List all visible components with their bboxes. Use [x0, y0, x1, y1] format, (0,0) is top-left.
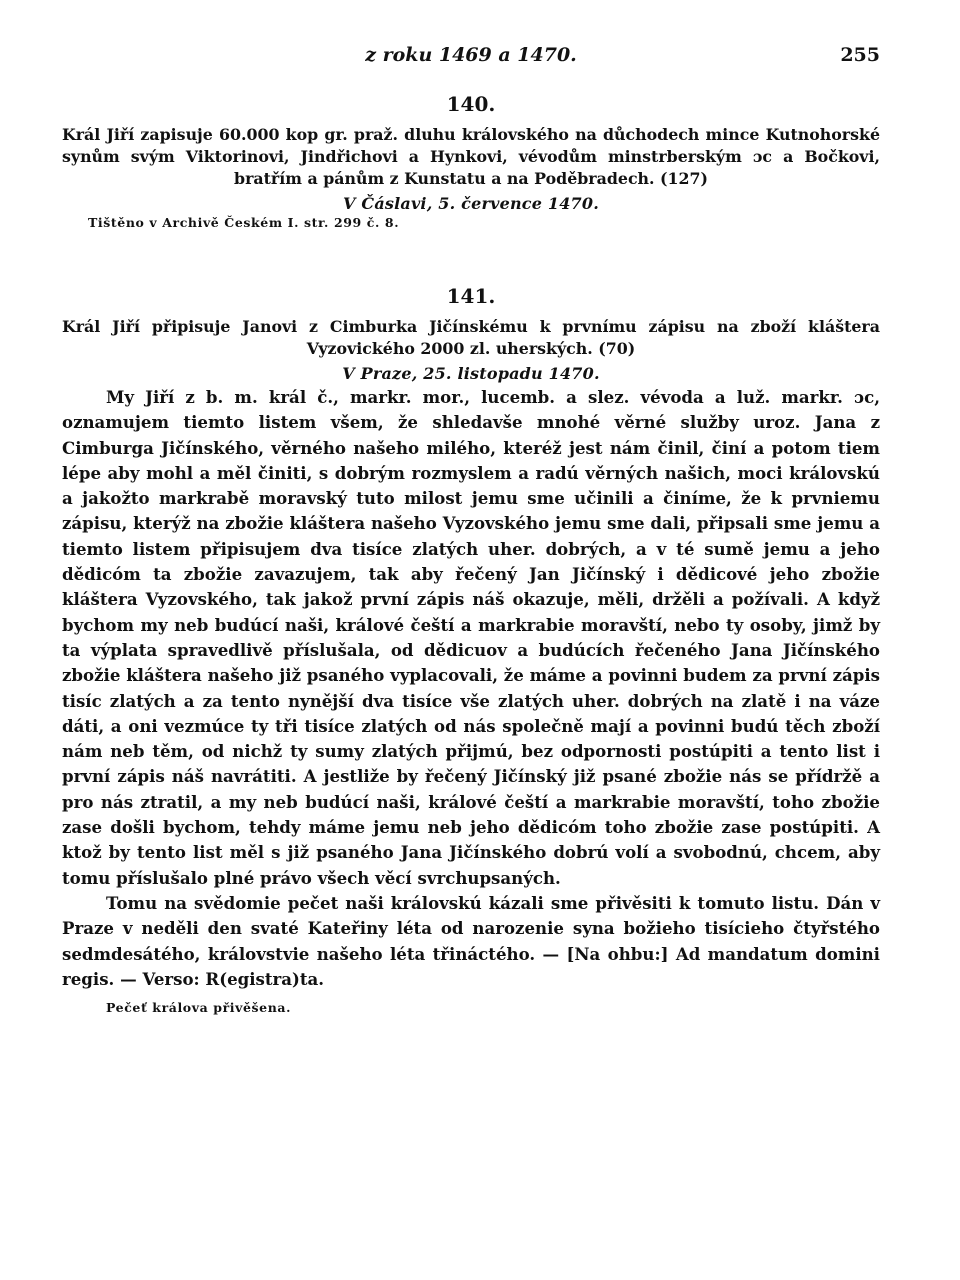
charter-text-paragraph-2: Tomu na svědomie pečet naši královskú kázali sme přivěsiti k tomuto listu. Dán v Praze v neděli den svaté Kateřiny léta od narozenie syna božieho tisícieho čtyřstého sedmdesátého, královstvie našeho léta třináctého. — [Na ohbu:] Ad mandatum domini regis. — Verso: R(egistra)ta.	[62, 892, 880, 989]
entry-141-place-date: V Praze, 25. listopadu 1470.	[342, 364, 600, 383]
seal-note: Pečeť králova přivěšena.	[106, 1000, 292, 1016]
entry-140-number: 140.	[446, 92, 496, 116]
charter-text-paragraph-1: My Jiří z b. m. král č., markr. mor., lucemb. a slez. vévoda a luž. markr. ɔc, oznamujem tiemto listem všem, že shledavše mnohé věrné služby uroz. Jana z Cimburga Jičínského, věrného našeho milého, kteréž jest nám činil, činí a potom tiem lépe aby mohl a měl činiti, s dobrým rozmyslem a radú věrných našich, moci královskú a jakožto markrabě moravský tuto milost jemu sme učinili a činíme, že k prvniemu zápisu, kterýž na zbožie kláštera našeho Vyzovského jemu sme dali, připsali sme jemu a tiemto listem připisujem dva tisíce zlatých uher. dobrých, a v té sumě jemu a jeho dědicóm ta zbožie zavazujem, tak aby řečený Jan Jičínský i dědicové jeho zbožie kláštera Vyzovského, tak jakož první zápis náš okazuje, měli, držěli a požívali. A když bychom my neb budúcí naši, králové čeští a markrabie moravští, nebo ty osoby, jimž by ta výplata spravedlivě příslušala, od dědicuov a budúcích řečeného Jana Jičínského zbožie kláštera našeho již psaného vyplacovali, že máme a povinni budem za první zápis tisíc zlatých a za tento nynější dva tisíce vše zlatých uher. dobrých na zlatě i na váze dáti, a oni vezmúce ty tři tisíce zlatých od nás společně mají a povinni budú těch zboží nám neb těm, od nichž ty sumy zlatých přijmú, bez odpornosti postúpiti a tento list i první zápis náš navrátiti. A jestliže by řečený Jičínský již psané zbožie nás se přídržě a pro nás ztratil, a my neb budúcí naši, králové čeští a markrabie moravští, toho zbožie zase došli bychom, tehdy máme jemu neb jeho dědicóm toho zbožie zase postúpiti. A ktož by tento list měl s již psaného Jana Jičínského dobrú volí a svobodnú, chcem, aby tomu příslušalo plné právo všech věcí svrchupsaných.	[62, 387, 880, 888]
entry-141	[62, 284, 880, 1015]
running-head-title: z roku 1469 a 1470.	[365, 44, 577, 66]
document-page	[62, 44, 880, 1244]
page-number: 255	[840, 44, 880, 66]
entry-140-regest: Král Jiří zapisuje 60.000 kop gr. praž. dluhu královského na důchodech mince Kutnohorské synům svým Viktorinovi, Jindřichovi a Hynkovi, vévodům minstrberským ɔc a Bočkovi, bratřím a pánům z Kunstatu a na Poděbradech. (127)	[62, 125, 880, 188]
entry-141-number: 141.	[446, 284, 496, 308]
entry-140-printed-note: Tištěno v Archivě Českém I. str. 299 č. 8.	[88, 215, 400, 230]
section-gap	[62, 230, 880, 264]
running-head	[62, 44, 880, 72]
entry-141-regest: Král Jiří připisuje Janovi z Cimburka Jičínskému k prvnímu zápisu na zboží kláštera Vyzovického 2000 zl. uherských. (70)	[62, 317, 880, 358]
entry-140	[62, 92, 880, 230]
entry-140-place-date: V Čáslavi, 5. července 1470.	[343, 194, 599, 213]
